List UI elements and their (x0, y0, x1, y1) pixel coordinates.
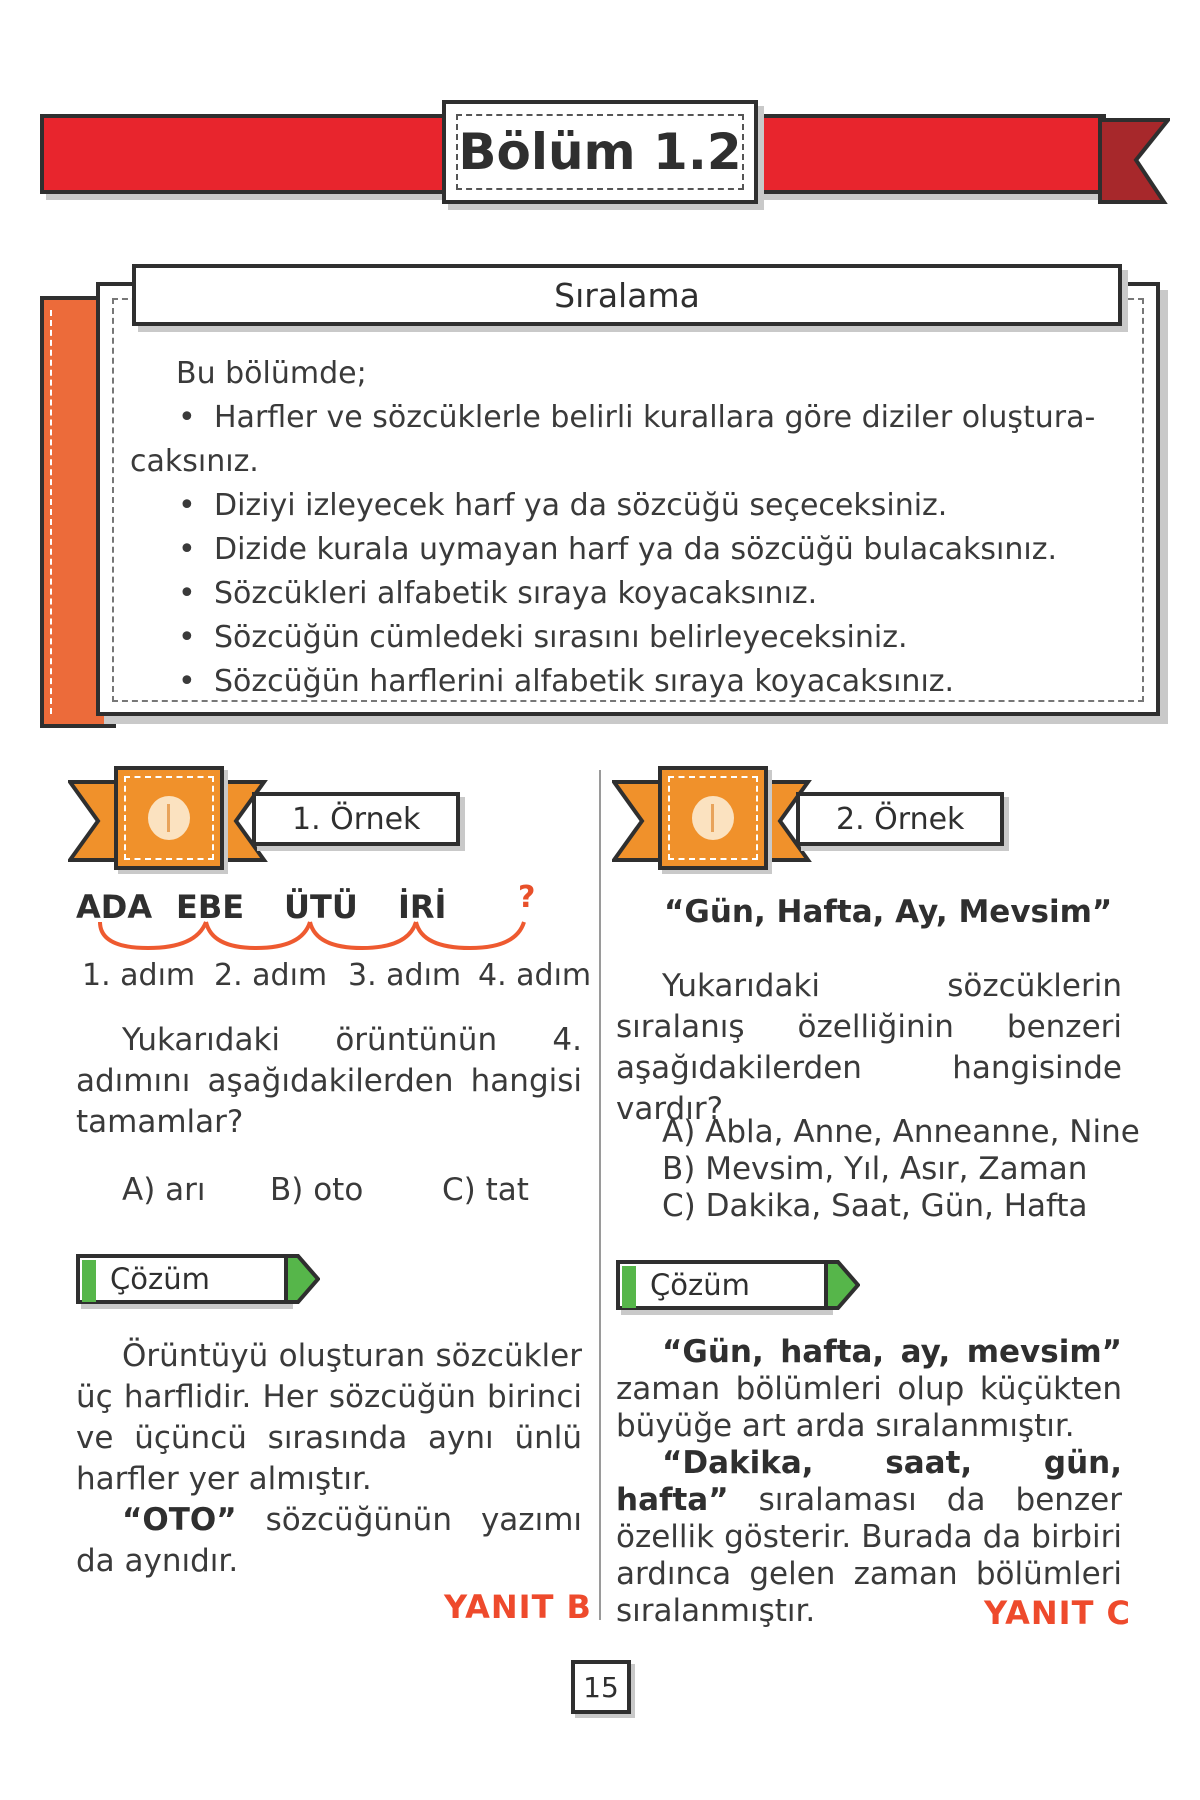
example-2-question: Yukarıdaki sözcüklerin sıralanış özelliğinin benzeri aşağıdakilerden hangisinde vardır? (616, 968, 1122, 1127)
objective-item: • Diziyi izleyecek harf ya da sözcüğü seçeceksiniz. (130, 484, 1120, 528)
objective-item-continuation: caksınız. (130, 444, 259, 479)
example-2-solution: “Gün, hafta, ay, mevsim” zaman bölümleri olup küçükten büyüğe art arda sıralanmıştır. “Dakika, saat, gün, hafta” sıralaması da benzer özellik gösterir. Burada da birbiri ardınca gelen zaman bölümleri sıralanmıştır. (616, 1334, 1122, 1629)
tab-arrow-icon (824, 1260, 860, 1314)
solution-tab (616, 1260, 860, 1310)
question-mark: ? (518, 880, 536, 915)
objective-item: • Sözcüğün harflerini alfabetik sıraya koyacaksınız. (130, 660, 1120, 704)
step-label: 1. adım (82, 958, 196, 993)
objectives-heading: Sıralama (132, 264, 1122, 326)
solution-tab (76, 1254, 320, 1304)
example-2-label: 2. Örnek (796, 792, 1004, 846)
step-label: 2. adım (214, 958, 328, 993)
banner-tail-icon (1060, 118, 1170, 208)
example-1-question: Yukarıdaki örüntünün 4. adımını aşağıdakilerden hangisi tamamlar? (76, 1022, 582, 1140)
objective-item: • Harfler ve sözcüklerle belirli kurallara göre diziler oluştura- (130, 396, 1120, 440)
tab-arrow-icon (284, 1254, 320, 1308)
answer-b: YANIT B (444, 1588, 592, 1626)
pattern-word: ÜTÜ (284, 888, 358, 926)
chapter-title: Bölüm 1.2 (456, 114, 744, 190)
chapter-title-box (442, 100, 758, 204)
example-1-label: 1. Örnek (252, 792, 460, 846)
objective-item: • Sözcüğün cümledeki sırasını belirleyeceksiniz. (130, 616, 1120, 660)
step-braces-icon (96, 918, 546, 958)
step-label: 4. adım (478, 958, 592, 993)
objectives-list (130, 352, 1120, 704)
example-1-solution: Örüntüyü oluşturan sözcükler üç harflidir. Her sözcüğün birinci ve üçüncü sırasında aynı ünlü harfler yer almıştır. “OTO” sözcüğünün yazımı da aynıdır. (76, 1338, 582, 1579)
answer-option: B) oto (270, 1172, 364, 1208)
column-divider (599, 770, 601, 1620)
answer-option: C) Dakika, Saat, Gün, Hafta (662, 1188, 1088, 1224)
answer-option: C) tat (442, 1172, 529, 1208)
pattern-word: ADA (76, 888, 153, 926)
solution-label: Çözüm (650, 1268, 750, 1302)
answer-option: A) Abla, Anne, Anneanne, Nine (662, 1114, 1140, 1150)
example-2-quote: “Gün, Hafta, Ay, Mevsim” (664, 894, 1113, 930)
objective-item: • Sözcükleri alfabetik sıraya koyacaksınız. (130, 572, 1120, 616)
objective-item: • Dizide kurala uymayan harf ya da sözcüğü bulacaksınız. (130, 528, 1120, 572)
step-label: 3. adım (348, 958, 462, 993)
page-number: 15 (571, 1660, 631, 1714)
objectives-intro: Bu bölümde; (176, 356, 367, 391)
brain-icon (658, 766, 768, 870)
brain-icon (114, 766, 224, 870)
answer-option: A) arı (122, 1172, 206, 1208)
solution-label: Çözüm (110, 1262, 210, 1296)
answer-option: B) Mevsim, Yıl, Asır, Zaman (662, 1151, 1088, 1187)
pattern-word: İRİ (398, 888, 447, 926)
pattern-word: EBE (176, 888, 245, 926)
answer-c: YANIT C (984, 1594, 1132, 1632)
